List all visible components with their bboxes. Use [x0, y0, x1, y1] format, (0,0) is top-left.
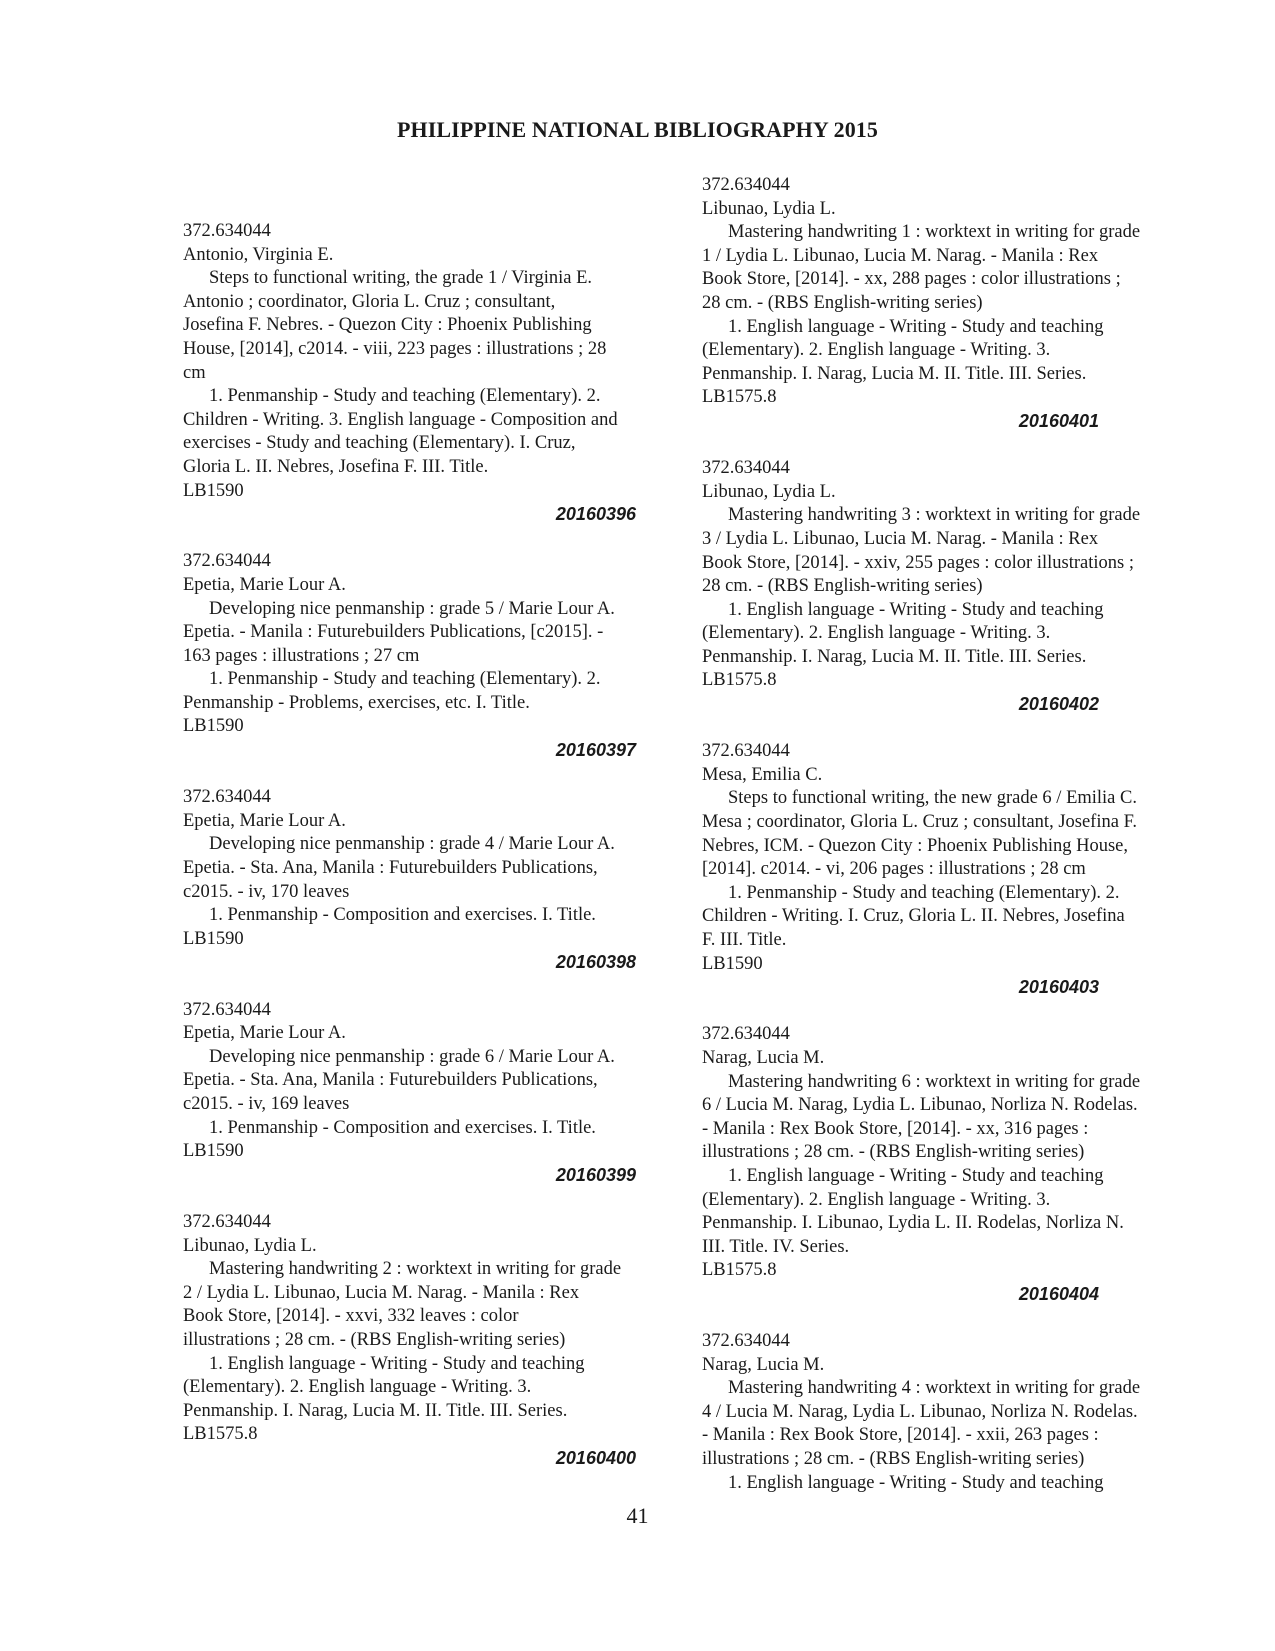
entry-text-line: Children - Writing. I. Cruz, Gloria L. II. Nebres, Josefina [702, 906, 1125, 927]
bibliographic-entry [183, 220, 673, 527]
entry-text-line: III. Title. IV. Series. [702, 1236, 850, 1257]
entry-text-line: 4 / Lucia M. Narag, Lydia L. Libunao, Norliza N. Rodelas. [702, 1401, 1138, 1422]
record-number: 20160403 [1018, 977, 1099, 998]
author-heading: Libunao, Lydia L. [702, 198, 836, 219]
entry-text-line: cm [183, 362, 206, 383]
entry-text-line: Epetia. - Sta. Ana, Manila : Futurebuilders Publications, [183, 1070, 598, 1091]
entry-text-line: 2 / Lydia L. Libunao, Lucia M. Narag. - Manila : Rex [183, 1282, 580, 1303]
entry-text-line: Penmanship - Problems, exercises, etc. I. Title. [183, 692, 530, 713]
entry-text-line: Penmanship. I. Libunao, Lydia L. II. Rodelas, Norliza N. [702, 1213, 1124, 1234]
author-heading: Libunao, Lydia L. [702, 481, 836, 502]
author-heading: Mesa, Emilia C. [702, 764, 823, 785]
entry-text-line: 1. English language - Writing - Study and teaching [728, 599, 1104, 620]
call-number: 372.634044 [702, 1024, 790, 1045]
entry-text-line: Penmanship. I. Narag, Lucia M. II. Title. III. Series. [183, 1400, 568, 1421]
author-heading: Antonio, Virginia E. [183, 244, 334, 265]
entry-text-line: Gloria L. II. Nebres, Josefina F. III. Title. [183, 456, 489, 477]
entry-text-line: Children - Writing. 3. English language - Composition and [183, 409, 618, 430]
entry-text-line: Mastering handwriting 4 : worktext in writing for grade [728, 1378, 1141, 1399]
entry-text-line: (Elementary). 2. English language - Writing. 3. [702, 1189, 1051, 1210]
entry-text-line: LB1590 [183, 716, 244, 737]
author-heading: Narag, Lucia M. [702, 1354, 825, 1375]
author-heading: Narag, Lucia M. [702, 1047, 825, 1068]
entry-text-line: LB1590 [183, 928, 244, 949]
entry-text-line: illustrations ; 28 cm. - (RBS English-writing series) [183, 1329, 566, 1350]
author-heading: Libunao, Lydia L. [183, 1235, 317, 1256]
record-number: 20160396 [555, 504, 636, 525]
entry-text-line: 1. Penmanship - Composition and exercises. I. Title. [209, 1117, 596, 1138]
entry-text-line: LB1575.8 [702, 670, 777, 691]
entry-text-line: Book Store, [2014]. - xxiv, 255 pages : color illustrations ; [702, 552, 1134, 573]
entry-text-line: Penmanship. I. Narag, Lucia M. II. Title. III. Series. [702, 363, 1087, 384]
page-title: PHILIPPINE NATIONAL BIBLIOGRAPHY 2015 [396, 117, 879, 142]
entry-text-line: 28 cm. - (RBS English-writing series) [702, 292, 983, 313]
entry-text-line: Book Store, [2014]. - xx, 288 pages : color illustrations ; [702, 269, 1121, 290]
entry-text-line: 1. English language - Writing - Study and teaching [728, 1165, 1104, 1186]
bibliographic-entry [183, 786, 673, 975]
entry-text-line: Mastering handwriting 2 : worktext in writing for grade [209, 1259, 622, 1280]
call-number: 372.634044 [702, 741, 790, 762]
entry-text-line: 28 cm. - (RBS English-writing series) [702, 576, 983, 597]
entry-text-line: c2015. - iv, 170 leaves [183, 881, 350, 902]
entry-text-line: (Elementary). 2. English language - Writing. 3. [702, 340, 1051, 361]
entry-text-line: 1. Penmanship - Study and teaching (Elementary). 2. [728, 882, 1120, 903]
entry-text-line: Mesa ; coordinator, Gloria L. Cruz ; consultant, Josefina F. [702, 812, 1138, 833]
call-number: 372.634044 [183, 551, 271, 572]
entry-text-line: Epetia. - Sta. Ana, Manila : Futurebuilders Publications, [183, 858, 598, 879]
bibliographic-entry [702, 457, 1202, 717]
call-number: 372.634044 [702, 458, 790, 479]
entry-text-line: 1. English language - Writing - Study and teaching [728, 1472, 1104, 1493]
entry-text-line: LB1575.8 [702, 387, 777, 408]
record-number: 20160400 [555, 1447, 636, 1468]
call-number: 372.634044 [183, 1211, 271, 1232]
entry-text-line: 1. Penmanship - Study and teaching (Elementary). 2. [209, 386, 601, 407]
right-column [702, 174, 1202, 1519]
author-heading: Epetia, Marie Lour A. [183, 1023, 346, 1044]
bibliographic-entry [702, 174, 1202, 434]
bibliographic-entry [702, 740, 1202, 1000]
call-number: 372.634044 [183, 787, 271, 808]
entry-text-line: LB1590 [183, 1141, 244, 1162]
call-number: 372.634044 [702, 1331, 790, 1352]
entry-text-line: (Elementary). 2. English language - Writing. 3. [702, 623, 1051, 644]
entry-text-line: Epetia. - Manila : Futurebuilders Publications, [c2015]. - [183, 622, 604, 643]
bibliographic-entry [183, 550, 673, 762]
entry-text-line: 1. English language - Writing - Study and teaching [209, 1353, 585, 1374]
entry-text-line: illustrations ; 28 cm. - (RBS English-writing series) [702, 1449, 1085, 1470]
bibliographic-entry [183, 999, 673, 1188]
entry-text-line: 1. Penmanship - Study and teaching (Elementary). 2. [209, 669, 601, 690]
call-number: 372.634044 [702, 175, 790, 195]
entry-text-line: 163 pages : illustrations ; 27 cm [183, 645, 420, 666]
entry-text-line: F. III. Title. [702, 930, 787, 950]
entry-text-line: Mastering handwriting 1 : worktext in writing for grade [728, 222, 1141, 243]
entry-text-line: LB1575.8 [702, 1260, 777, 1281]
entry-text-line: Penmanship. I. Narag, Lucia M. II. Title. III. Series. [702, 646, 1087, 667]
entry-text-line: (Elementary). 2. English language - Writing. 3. [183, 1377, 532, 1398]
entry-text-line: 1. English language - Writing - Study and teaching [728, 316, 1104, 337]
author-heading: Epetia, Marie Lour A. [183, 810, 346, 831]
entry-text-line: Book Store, [2014]. - xxvi, 332 leaves : color [183, 1306, 519, 1327]
entry-text-line: LB1590 [702, 953, 763, 974]
entry-text-line: 3 / Lydia L. Libunao, Lucia M. Narag. - Manila : Rex [702, 528, 1099, 549]
entry-text-line: Mastering handwriting 6 : worktext in writing for grade [728, 1071, 1141, 1092]
record-number: 20160397 [555, 740, 636, 761]
entry-text-line: Developing nice penmanship : grade 5 / Marie Lour A. [209, 598, 615, 619]
entry-text-line: Mastering handwriting 3 : worktext in writing for grade [728, 505, 1141, 526]
entry-text-line: Developing nice penmanship : grade 6 / Marie Lour A. [209, 1046, 615, 1067]
entry-text-line: 1. Penmanship - Composition and exercises. I. Title. [209, 905, 596, 926]
entry-text-line: [2014]. c2014. - vi, 206 pages : illustrations ; 28 cm [702, 859, 1086, 880]
entry-text-line: c2015. - iv, 169 leaves [183, 1093, 350, 1114]
entry-text-line: 1 / Lydia L. Libunao, Lucia M. Narag. - Manila : Rex [702, 245, 1099, 266]
entry-text-line: Josefina F. Nebres. - Quezon City : Phoenix Publishing [183, 315, 592, 336]
entry-text-line: House, [2014], c2014. - viii, 223 pages : illustrations ; 28 [183, 338, 607, 359]
entry-text-line: Antonio ; coordinator, Gloria L. Cruz ; consultant, [183, 291, 556, 312]
entry-text-line: LB1575.8 [183, 1424, 258, 1445]
record-number: 20160404 [1018, 1283, 1099, 1304]
entry-text-line: exercises - Study and teaching (Elementary). I. Cruz, [183, 433, 576, 454]
record-number: 20160398 [555, 952, 636, 973]
entry-text-line: 6 / Lucia M. Narag, Lydia L. Libunao, Norliza N. Rodelas. [702, 1095, 1138, 1116]
author-heading: Epetia, Marie Lour A. [183, 574, 346, 595]
call-number: 372.634044 [183, 221, 271, 241]
record-number: 20160402 [1018, 694, 1099, 715]
entry-text-line: - Manila : Rex Book Store, [2014]. - xx, 316 pages : [702, 1118, 1089, 1139]
page-number: 41 [626, 1503, 649, 1528]
entry-text-line: illustrations ; 28 cm. - (RBS English-writing series) [702, 1142, 1085, 1163]
left-column [183, 220, 673, 1494]
entry-text-line: Nebres, ICM. - Quezon City : Phoenix Publishing House, [702, 835, 1128, 856]
bibliographic-entry [702, 1330, 1202, 1495]
entry-text-line: Steps to functional writing, the new grade 6 / Emilia C. [728, 788, 1137, 809]
entry-text-line: Developing nice penmanship : grade 4 / Marie Lour A. [209, 834, 615, 855]
record-number: 20160399 [555, 1164, 636, 1185]
record-number: 20160401 [1018, 410, 1099, 431]
entry-text-line: Steps to functional writing, the grade 1 / Virginia E. [209, 268, 593, 289]
call-number: 372.634044 [183, 999, 271, 1020]
bibliographic-entry [183, 1211, 673, 1471]
bibliographic-entry [702, 1023, 1202, 1306]
entry-text-line: LB1590 [183, 480, 244, 501]
entry-text-line: - Manila : Rex Book Store, [2014]. - xxii, 263 pages : [702, 1425, 1099, 1446]
